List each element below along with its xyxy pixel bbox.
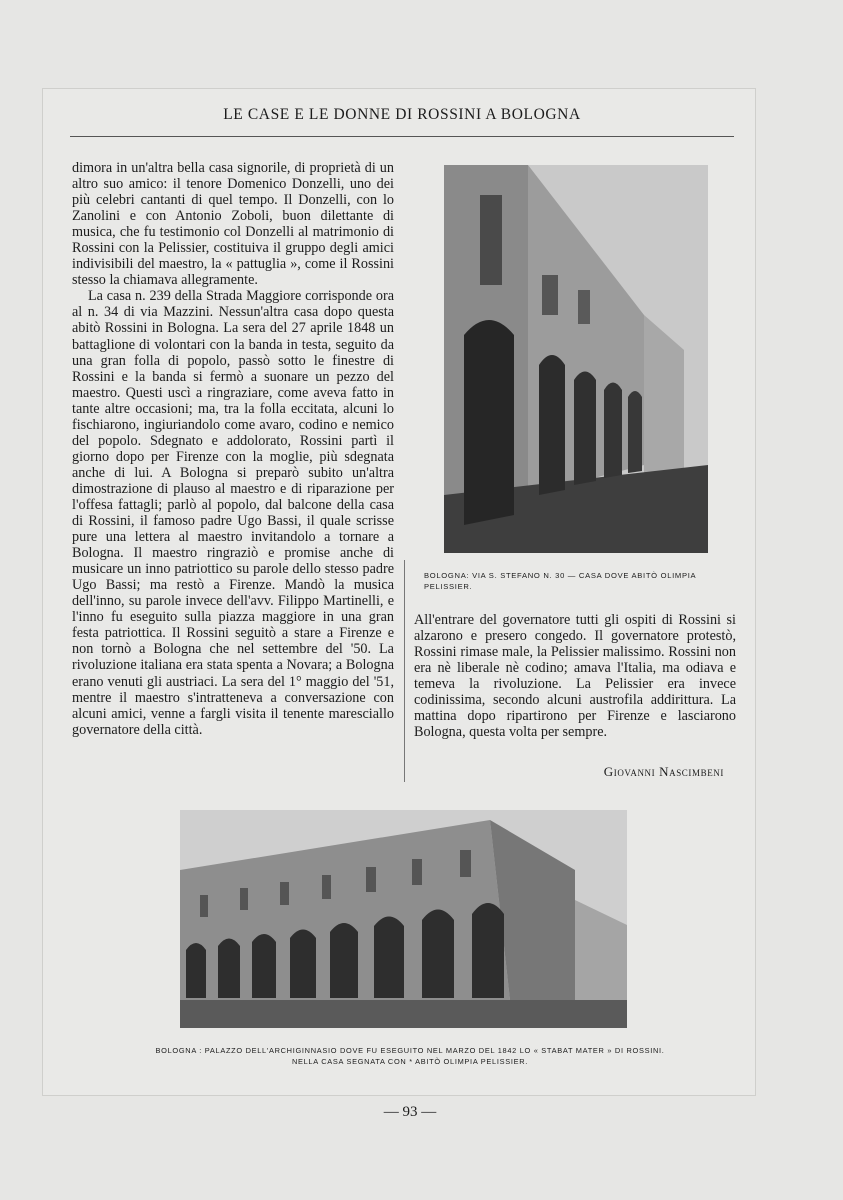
left-paragraph-2: La casa n. 239 della Strada Maggiore corrisponde ora al n. 34 di via Mazzini. Nessun'altra casa dopo questa abitò Rossini in Bologna. La sera del 27 aprile 1848 un battaglione di volontari con la banda in testa, seguito da una gran folla di popolo, passò sotto le finestre di Rossini e la banda si fermò a suonare un pezzo del maestro. Questi uscì a ringraziare, come aveva fatto in tante altre occasioni; ma, tra la folla eccitata, alcuni lo fischiarono, ingiuriandolo come avaro, codino e nemico del popolo. Sdegnato e addolorato, Rossini partì il giorno dopo per Firenze con la moglie, più sdegnata anche di lui. A Bologna si preparò subito un'altra dimostrazione di plauso al maestro e di riparazione per l'offesa fattagli; parlò al popolo, dal balcone della casa di Rossini, il famoso padre Ugo Bassi, il quale scrisse pure una lettera al maestro invitandolo a tornare a Bologna. Il maestro ringraziò e promise anche di musicare un inno patriottico su parole dello stesso padre Ugo Bassi; ma restò a Firenze. Mandò la musica dell'inno, su parole invece dell'avv. Filippo Martinelli, e l'inno fu eseguito sulla piazza maggiore in una gran festa patriottica. Il Rossini seguitò a stare a Firenze e non tornò a Bologna che nel settembre del '50. La rivoluzione italiana era stata spenta a Novara; a Bologna erano venuti gli austriaci. La sera del 1° maggio del '51, mentre il maestro s'intratteneva a conversazione con alcuni amici, venne a fargli visita il tenente maresciallo governatore della città. <box>72 288 394 738</box>
photo-via-santo-stefano <box>444 165 708 553</box>
page-number: — 93 — <box>383 1104 437 1120</box>
left-paragraph-1: dimora in un'altra bella casa signorile, di proprietà di un altro suo amico: il tenore Domenico Donzelli, uno dei più celebri cantanti di quel tempo. Il Donzelli, con lo Zanolini e con Antonio Zoboli, buon dilettante di musica, che fu testimonio col Donzelli al matrimonio di Rossini con la Pelissier, costituiva il gruppo degli amici indivisibili del maestro, la « pattuglia », come il Rossini stesso la chiamava allegramente. <box>72 160 394 289</box>
photo-archiginnasio <box>180 810 627 1028</box>
right-paragraph: All'entrare del governatore tutti gli ospiti di Rossini si alzarono e presero congedo. Il governatore protestò, Rossini rimase male, la Pelissier malissimo. Rossini non era nè liberale nè codino; amava l'Italia, ma odiava e temeva la rivoluzione. La Pelissier era invece codinissima, secondo alcuni austrofila addirittura. La mattina dopo ripartirono per Firenze e lasciarono Bologna, questa volta per sempre. <box>414 612 736 741</box>
figure-1-caption: BOLOGNA: VIA S. STEFANO N. 30 — CASA DOVE ABITÒ OLIMPIA PELISSIER. <box>424 571 696 591</box>
right-column <box>414 612 736 740</box>
left-column <box>72 160 394 738</box>
column-divider <box>404 560 405 782</box>
figure-2-caption-line-2: NELLA CASA SEGNATA CON * ABITÒ OLIMPIA PELISSIER. <box>291 1057 529 1066</box>
running-title: LE CASE E LE DONNE DI ROSSINI A BOLOGNA <box>223 106 581 123</box>
figure-2-caption <box>100 1045 720 1067</box>
author-signature: Giovanni Nascimbeni <box>603 764 724 779</box>
title-rule <box>70 136 734 137</box>
figure-2-caption-line-1: BOLOGNA : PALAZZO DELL'ARCHIGINNASIO DOVE FU ESEGUITO NEL MARZO DEL 1842 LO « STABAT MATER » DI ROSSINI. <box>155 1046 665 1055</box>
